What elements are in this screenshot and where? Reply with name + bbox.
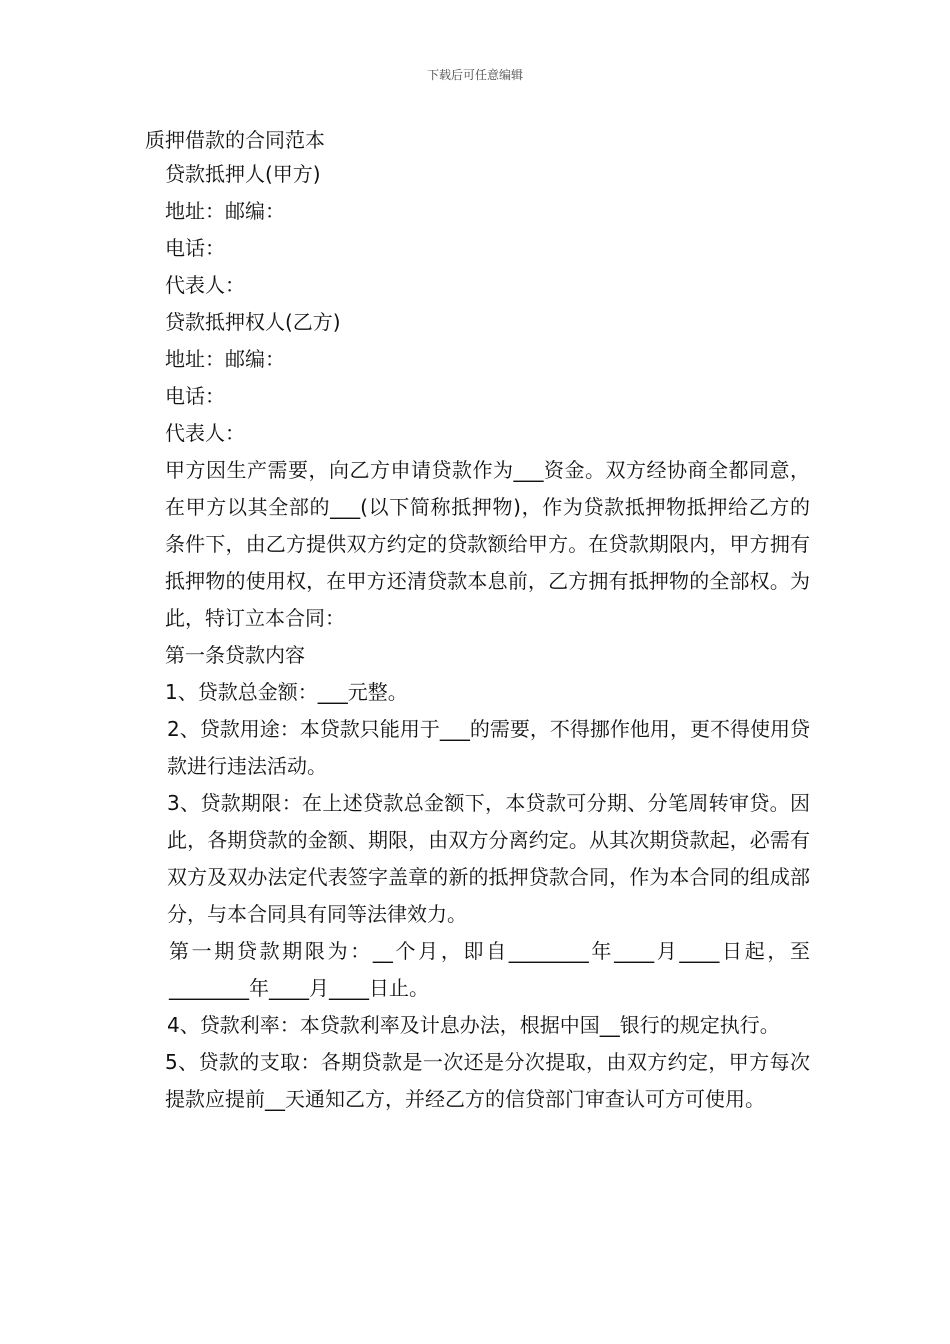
clause-item: 5、贷款的支取：各期贷款是一次还是分次提取，由双方约定，甲方每次提款应提前__天通知乙方，并经乙方的信贷部门审查认可方可使用。 <box>165 1050 810 1111</box>
clause-item: 4、贷款利率：本贷款利率及计息办法，根据中国__银行的规定执行。 <box>167 1013 780 1037</box>
intro-paragraph: 甲方因生产需要，向乙方申请贷款作为___资金。双方经协商全都同意，在甲方以其全部的___(以下简称抵押物)，作为贷款抵押物抵押给乙方的条件下，由乙方提供双方约定的贷款额给甲方。在贷款期限内，甲方拥有抵押物的使用权，在甲方还清贷款本息前，乙方拥有抵押物的全部权。为此，特订立本合同： <box>165 458 810 630</box>
clause-item: 2、贷款用途：本贷款只能用于___的需要，不得挪作他用，更不得使用贷款进行违法活动。 <box>167 717 810 778</box>
document-title: 质押借款的合同范本 <box>145 128 325 152</box>
clause-item: 1、贷款总金额：___元整。 <box>165 680 408 704</box>
clause-item: 3、贷款期限：在上述贷款总金额下，本贷款可分期、分笔周转审贷。因此，各期贷款的金额、期限，由双方分离约定。从其次期贷款起，必需有双方及双办法定代表签字盖章的新的抵押贷款合同，作为本合同的组成部分，与本合同具有同等法律效力。 <box>167 791 810 926</box>
page-header: 下载后可任意编辑 <box>426 68 523 82</box>
party-a-address: 地址：邮编： <box>165 199 285 223</box>
party-a-label: 贷款抵押人(甲方) <box>165 162 321 186</box>
party-b-label: 贷款抵押权人(乙方) <box>165 310 341 334</box>
section-heading: 第一条贷款内容 <box>165 643 305 667</box>
clause-period: 第一期贷款期限为：__个月，即自________年____月____日起，至________年____月____日止。 <box>169 939 810 1000</box>
party-b-representative: 代表人： <box>165 421 245 445</box>
document-body <box>145 124 810 1118</box>
party-b-phone: 电话： <box>165 384 225 408</box>
party-b-address: 地址：邮编： <box>165 347 285 371</box>
party-a-phone: 电话： <box>165 236 225 260</box>
party-a-representative: 代表人： <box>165 273 245 297</box>
